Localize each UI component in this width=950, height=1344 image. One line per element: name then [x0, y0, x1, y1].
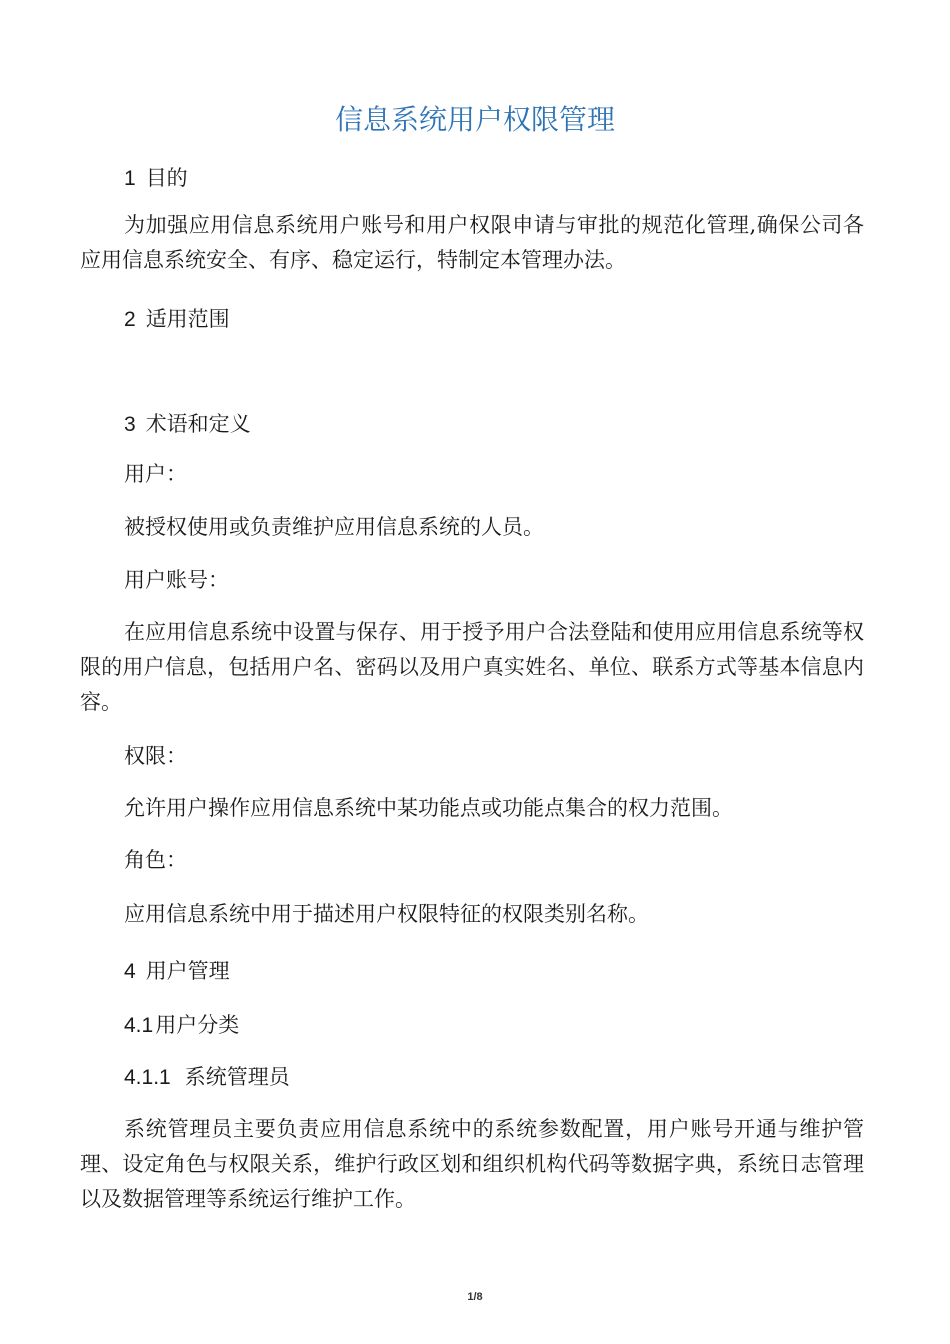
section-4-heading: [124, 953, 230, 990]
section-number: 4.1.1: [124, 1066, 171, 1089]
section-1-paragraph: 为加强应用信息系统用户账号和用户权限申请与审批的规范化管理,确保公司各应用信息系统安全、有序、稳定运行，特制定本管理办法。: [80, 213, 864, 272]
document-title: 信息系统用户权限管理: [334, 103, 615, 136]
section-1-heading: [124, 160, 188, 197]
section-title: 目的: [145, 166, 188, 190]
term-role-definition: 应用信息系统中用于描述用户权限特征的权限类别名称。: [124, 902, 649, 926]
section-3-heading: [124, 406, 251, 443]
term-permission-definition: 允许用户操作应用信息系统中某功能点或功能点集合的权力范围。: [124, 796, 733, 820]
section-title: 用户分类: [155, 1013, 240, 1037]
section-4-1-heading: [124, 1007, 239, 1044]
section-number: 4.1: [124, 1014, 154, 1037]
section-4-1-1-paragraph: 系统管理员主要负责应用信息系统中的系统参数配置，用户账号开通与维护管理、设定角色与权限关系，维护行政区划和组织机构代码等数据字典，系统日志管理以及数据管理等系统运行维护工作。: [80, 1117, 864, 1211]
section-title: 用户管理: [145, 959, 230, 983]
page-number: 1/8: [467, 1291, 483, 1303]
term-account-definition: 在应用信息系统中设置与保存、用于授予用户合法登陆和使用应用信息系统等权限的用户信息，包括用户名、密码以及用户真实姓名、单位、联系方式等基本信息内容。: [80, 620, 864, 714]
section-number: 1: [124, 167, 136, 190]
term-account: 用户账号：: [124, 568, 229, 592]
section-4-1-1-heading: [124, 1059, 290, 1096]
term-permission: 权限：: [124, 744, 187, 768]
term-user: 用户：: [124, 462, 187, 486]
section-number: 4: [124, 960, 136, 983]
section-title: 术语和定义: [145, 412, 251, 436]
term-role: 角色：: [124, 848, 187, 872]
section-2-heading: [124, 301, 230, 338]
term-user-definition: 被授权使用或负责维护应用信息系统的人员。: [124, 515, 544, 539]
section-number: 2: [124, 308, 136, 331]
section-title: 系统管理员: [184, 1065, 290, 1089]
section-title: 适用范围: [145, 307, 230, 331]
section-number: 3: [124, 413, 136, 436]
